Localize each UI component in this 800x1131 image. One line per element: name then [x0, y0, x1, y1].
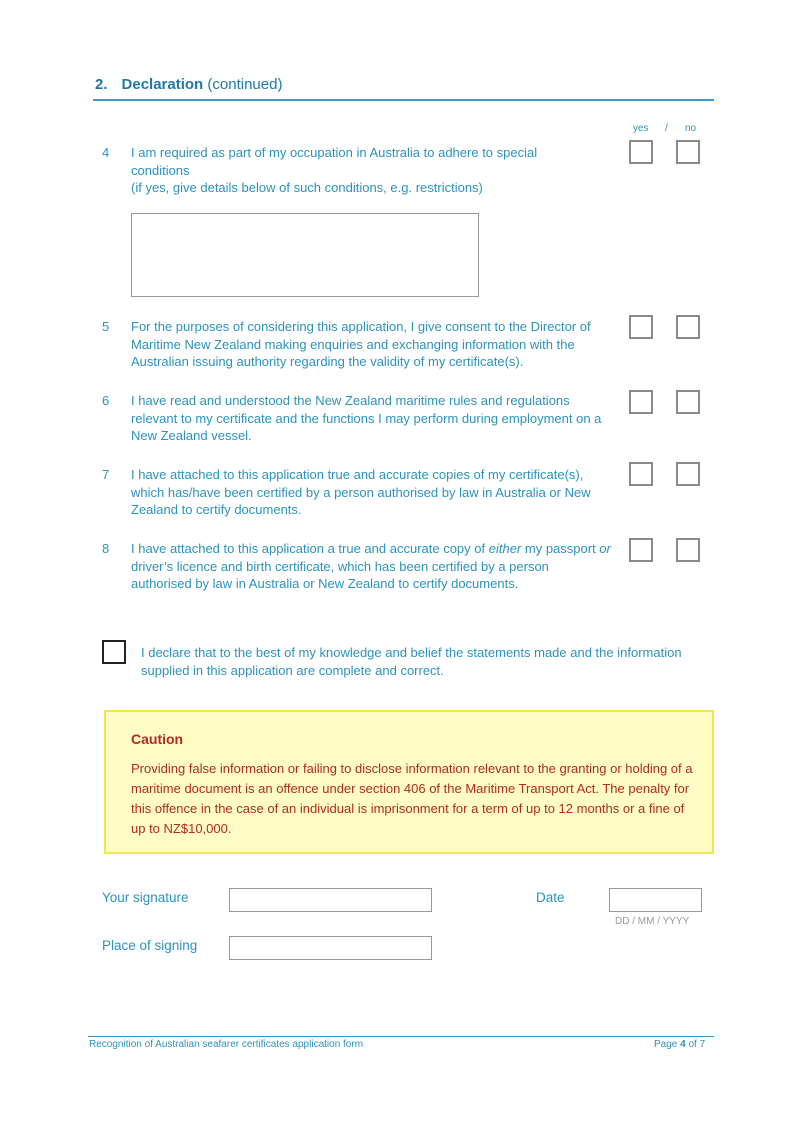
q8-yes-checkbox[interactable]: [629, 538, 653, 562]
yes-column-label: yes: [633, 123, 649, 134]
q7-no-checkbox[interactable]: [676, 462, 700, 486]
declaration-text: I declare that to the best of my knowledge and belief the statements made and the information supplied in this application are complete and correct.: [141, 645, 682, 678]
signature-input[interactable]: [229, 888, 432, 912]
q7-yes-checkbox[interactable]: [629, 462, 653, 486]
q8-either: either: [488, 541, 522, 556]
question-4-text: I am required as part of my occupation in Australia to adhere to special conditions: [131, 145, 538, 178]
question-number: 4: [102, 145, 110, 160]
section-number: 2.: [95, 76, 108, 93]
caution-box: [104, 710, 714, 854]
question-number: 7: [102, 467, 110, 482]
caution-text: Providing false information or failing to disclose information relevant to the granting or holding of a maritime document is an offence under section 406 of the Maritime Transport Act. The penalty for this offence in the case of an individual is imprisonment for a term of up to 12 months or a fine of up to NZ$10,000.: [131, 761, 693, 836]
q8-text-b: my passport: [521, 541, 600, 556]
question-7-text: I have attached to this application true and accurate copies of my certificate(s), which has/have been certified by a person authorised by law in Australia or New Zealand to certify documents.: [131, 467, 591, 517]
section-title: Declaration: [121, 76, 204, 93]
heading-rule: [93, 99, 714, 101]
column-separator: /: [665, 123, 668, 134]
no-column-label: no: [685, 123, 697, 134]
footer-rule: [88, 1036, 714, 1037]
declaration-checkbox[interactable]: [102, 640, 126, 664]
date-input[interactable]: [609, 888, 702, 912]
question-number: 8: [102, 541, 110, 556]
caution-title: Caution: [131, 731, 184, 747]
page-total: of 7: [688, 1039, 706, 1050]
q8-text-a: I have attached to this application a true and accurate copy of: [131, 541, 489, 556]
question-8-text: [131, 540, 611, 593]
page-prefix: Page: [654, 1039, 678, 1050]
place-label: Place of signing: [102, 938, 198, 953]
date-format-hint: DD / MM / YYYY: [615, 916, 690, 927]
page-number: [654, 1039, 705, 1050]
question-5-text: For the purposes of considering this application, I give consent to the Director of Maritime New Zealand making enquiries and exchanging information with the Australian issuing authority regarding the validity of my certificate(s).: [131, 319, 591, 369]
conditions-details-input[interactable]: [131, 213, 479, 297]
signature-label: Your signature: [102, 890, 189, 905]
footer-title: Recognition of Australian seafarer certificates application form: [89, 1039, 364, 1050]
q4-yes-checkbox[interactable]: [629, 140, 653, 164]
section-heading: [95, 76, 282, 93]
q6-no-checkbox[interactable]: [676, 390, 700, 414]
question-text: [131, 144, 571, 197]
place-of-signing-input[interactable]: [229, 936, 432, 960]
question-number: 5: [102, 319, 110, 334]
question-4-note: (if yes, give details below of such conditions, e.g. restrictions): [131, 180, 483, 195]
current-page: 4: [680, 1039, 686, 1050]
q8-text-c: driver’s licence and birth certificate, which has been certified by a person authorised by law in Australia or New Zealand to certify documents.: [131, 558, 549, 591]
q5-yes-checkbox[interactable]: [629, 315, 653, 339]
q6-yes-checkbox[interactable]: [629, 390, 653, 414]
date-label: Date: [536, 890, 565, 905]
q4-no-checkbox[interactable]: [676, 140, 700, 164]
section-suffix: (continued): [207, 76, 283, 93]
question-number: 6: [102, 393, 110, 408]
q8-no-checkbox[interactable]: [676, 538, 700, 562]
question-6-text: I have read and understood the New Zealand maritime rules and regulations relevant to my certificate and the functions I may perform during employment on a New Zealand vessel.: [131, 393, 602, 443]
q8-or: or: [599, 541, 611, 556]
q5-no-checkbox[interactable]: [676, 315, 700, 339]
